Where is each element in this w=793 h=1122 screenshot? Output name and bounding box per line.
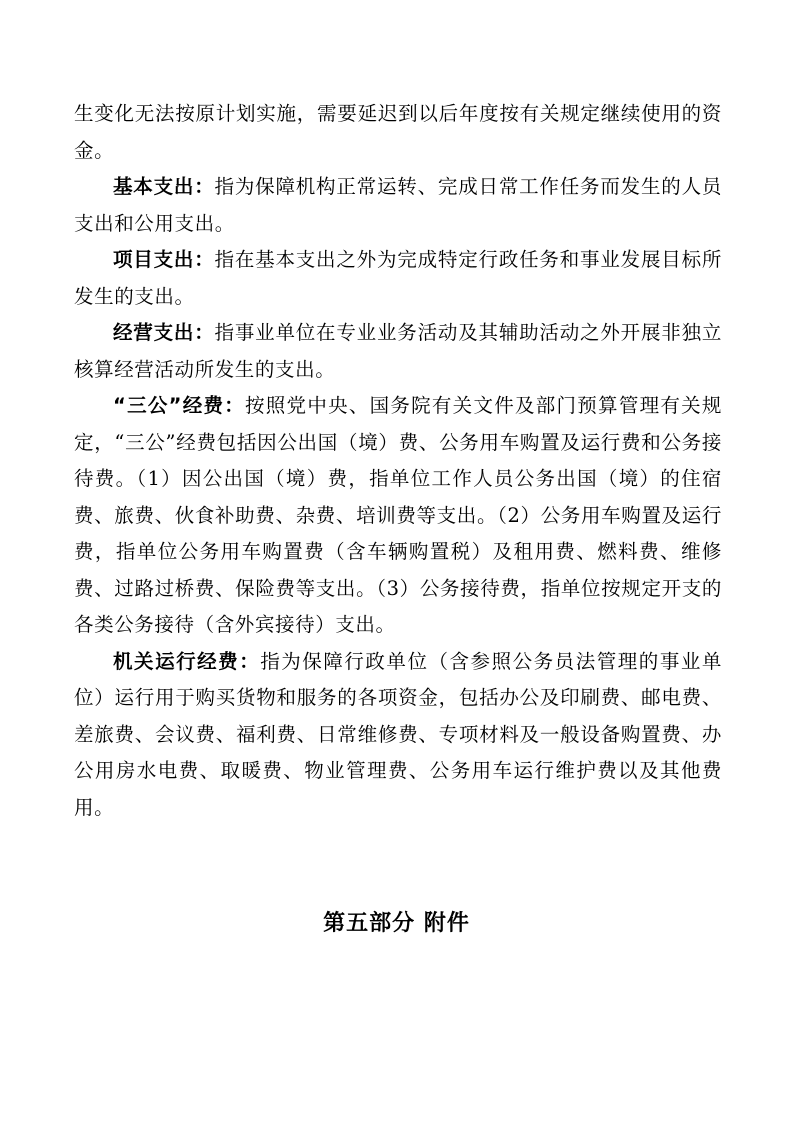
- paragraph-text: 生变化无法按原计划实施，需要延迟到以后年度按有关规定继续使用的资金。: [74, 102, 722, 162]
- paragraph-text: 指在基本支出之外为完成特定行政任务和事业发展目标所发生的支出。: [74, 248, 722, 308]
- paragraph-agency-operating-funds: [74, 644, 722, 827]
- term-operating-expenditure: 经营支出：: [113, 321, 215, 344]
- paragraph-continuation: [74, 96, 722, 169]
- paragraph-text: 指事业单位在专业业务活动及其辅助活动之外开展非独立核算经营活动所发生的支出。: [74, 321, 722, 381]
- paragraph-operating-expenditure: [74, 315, 722, 388]
- paragraph-text: 指为保障机构正常运转、完成日常工作任务而发生的人员支出和公用支出。: [74, 175, 722, 235]
- section-title: 第五部分 附件: [323, 911, 470, 936]
- term-agency-operating-funds: 机关运行经费：: [113, 649, 261, 673]
- term-three-public-funds: “三公”经费：: [113, 394, 246, 417]
- paragraph-text: 按照党中央、国务院有关文件及部门预算管理有关规定，“三公”经费包括因公出国（境）费、公务用车购置及运行费和公务接待费。（1）因公出国（境）费，指单位工作人员公务出国（境）的住宿费、旅费、伙食补助费、杂费、培训费等支出。（2）公务用车购置及运行费，指单位公务用车购置费（含车辆购置税）及租用费、燃料费、维修费、过路过桥费、保险费等支出。（3）公务接待费，指单位按规定开支的各类公务接待（含外宾接待）支出。: [74, 394, 722, 636]
- term-basic-expenditure: 基本支出：: [113, 175, 215, 198]
- term-project-expenditure: 项目支出：: [113, 248, 215, 271]
- paragraph-three-public-funds: [74, 388, 722, 644]
- document-body: [74, 96, 722, 826]
- paragraph-project-expenditure: [74, 242, 722, 315]
- paragraph-basic-expenditure: [74, 169, 722, 242]
- paragraph-text: 指为保障行政单位（含参照公务员法管理的事业单位）运行用于购买货物和服务的各项资金，包括办公及印刷费、邮电费、差旅费、会议费、福利费、日常维修费、专项材料及一般设备购置费、办公用房水电费、取暖费、物业管理费、公务用车运行维护费以及其他费用。: [74, 649, 723, 819]
